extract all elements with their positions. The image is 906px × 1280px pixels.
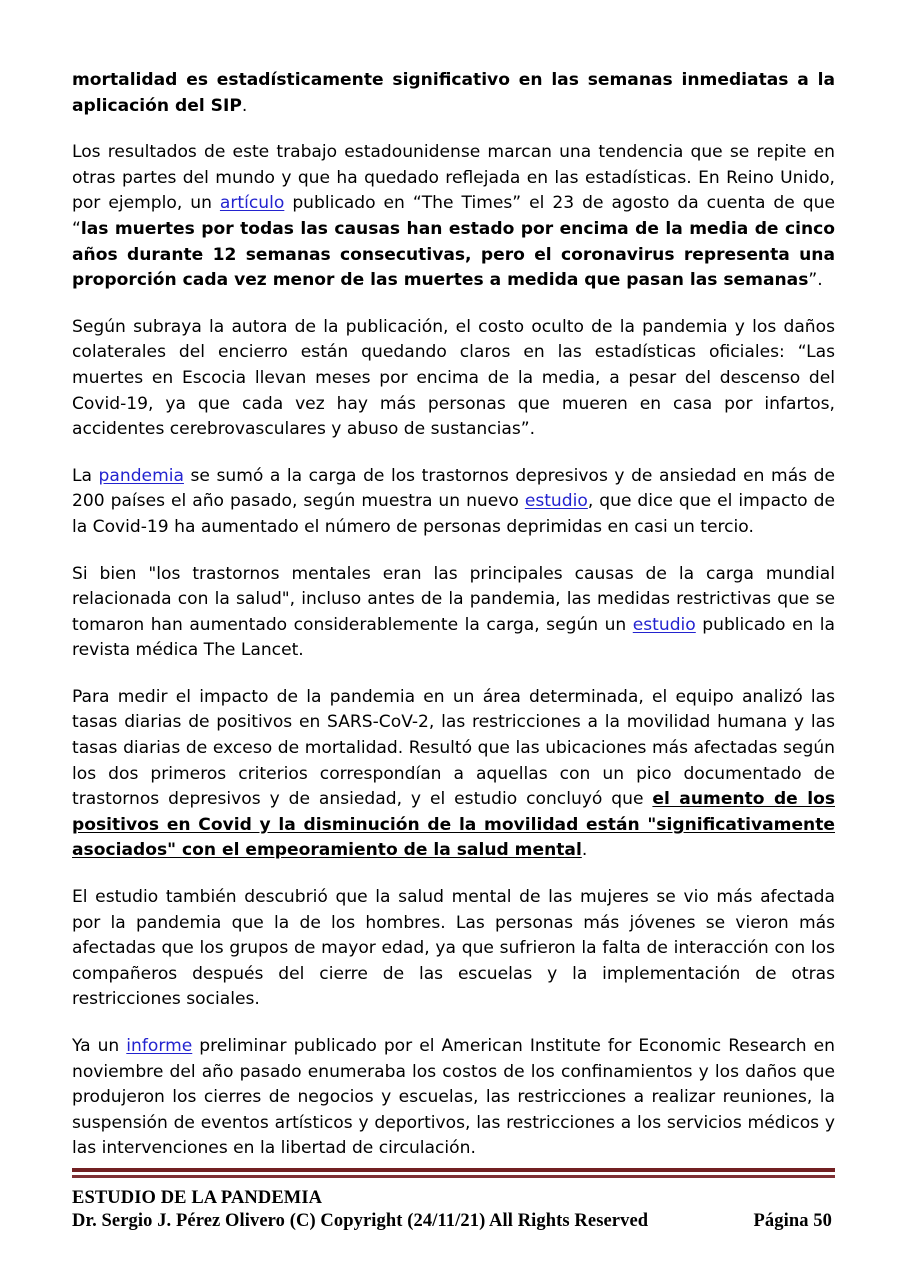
text-run: El estudio también descubrió que la salud mental de las mujeres se vio más afectada por la pandemia que la de los hombres. Las personas más jóvenes se vieron más afectadas que los grupos de mayor edad, ya que sufrieron la falta de interacción con los compañeros después del cierre de las escuelas y la implementación de otras restricciones sociales. [72, 887, 835, 1010]
link-estudio-2[interactable]: estudio [632, 614, 696, 635]
text-run: Según subraya la autora de la publicación, el costo oculto de la pandemia y los daños colaterales del encierro están quedando claros en las estadísticas oficiales: “Las muertes en Escocia llevan meses por encima de la media, a pesar del descenso del Covid-19, ya que cada vez hay más personas que mueren en casa por infartos, accidentes cerebrovasculares y abuso de sustancias”. [72, 316, 835, 440]
bold-run: las muertes por todas las causas han estado por encima de la media de cinco años durante 12 semanas consecutivas, pero el coronavirus representa una proporción cada vez menor de las muertes a medida que pasan las semanas [72, 218, 835, 291]
text-run: Para medir el impacto de la pandemia en un área determinada, el equipo analizó las tasas diarias de positivos en SARS-CoV-2, las restricciones a la movilidad humana y las tasas diarias de exceso de mortalidad. Resultó que las ubicaciones más afectadas según los dos primeros criterios correspondían a aquellas con un pico documentado de trastornos depresivos y de ansiedad, y el estudio concluyó que [72, 686, 835, 810]
text-run: preliminar publicado por el American Institute for Economic Research en noviembre del año pasado enumeraba los costos de los confinamientos y los daños que produjeron los cierres de negocios y escuelas, las restricciones a realizar reuniones, la suspensión de eventos artísticos y deportivos, las restricciones a los servicios médicos y las intervenciones en la libertad de circulación. [72, 1036, 835, 1159]
paragraph-escocia [72, 315, 835, 443]
footer-credit-line [72, 1210, 835, 1233]
bold-run: mortalidad es estadísticamente significativo en las semanas inmediatas a la aplicación del SIP [72, 70, 835, 116]
paragraph-lancet [72, 562, 835, 664]
paragraph-mujeres [72, 885, 835, 1013]
text-run: Los resultados de este trabajo estadounidense marcan una tendencia que se repite en otras partes del mundo y que ha quedado reflejada en las estadísticas. En Reino Unido, por ejemplo, un [72, 142, 835, 214]
footer-title: ESTUDIO DE LA PANDEMIA [72, 1188, 323, 1208]
bold-underline-run: el aumento de los positivos en Covid y la disminución de la movilidad están "significativamente asociados" con el empeoramiento de la salud mental [72, 789, 835, 861]
text-run: La [72, 465, 99, 486]
paragraph-pandemia-carga [72, 464, 835, 541]
text-run: . [241, 95, 248, 116]
footer-copyright: Dr. Sergio J. Pérez Olivero (C) Copyright (24/11/21) All Rights Reserved [72, 1211, 649, 1231]
text-run: publicado en la revista médica The Lancet. [72, 614, 836, 661]
text-run: publicado en “The Times” el 23 de agosto da cuenta de que “ [72, 193, 835, 239]
link-informe[interactable]: informe [126, 1036, 193, 1056]
link-pandemia[interactable]: pandemia [98, 465, 184, 486]
paragraph-resultados [72, 140, 835, 294]
link-estudio-1[interactable]: estudio [524, 491, 588, 512]
document-body [72, 68, 835, 1162]
page-footer [72, 1168, 835, 1233]
text-run: ”. [808, 270, 823, 291]
link-articulo[interactable]: artículo [219, 193, 285, 214]
text-run: se sumó a la carga de los trastornos depresivos y de ansiedad en más de 200 países el año pasado, según muestra un nuevo [72, 465, 835, 512]
text-run: . [581, 840, 588, 861]
text-run: Si bien "los trastornos mentales eran las principales causas de la carga mundial relacionada con la salud", incluso antes de la pandemia, las medidas restrictivas que se tomaron han aumentado considerablemente la carga, según un [72, 563, 835, 635]
paragraph-medir-impacto [72, 685, 835, 864]
page-number: Página 50 [753, 1211, 832, 1231]
paragraph-sip [72, 68, 835, 119]
text-run: , que dice que el impacto de la Covid-19 ha aumentado el número de personas deprimidas en casi un tercio. [72, 491, 835, 537]
text-run: Ya un [72, 1036, 127, 1056]
paragraph-aier [72, 1034, 835, 1162]
footer-text-block [72, 1187, 835, 1233]
footer-divider [72, 1168, 835, 1178]
